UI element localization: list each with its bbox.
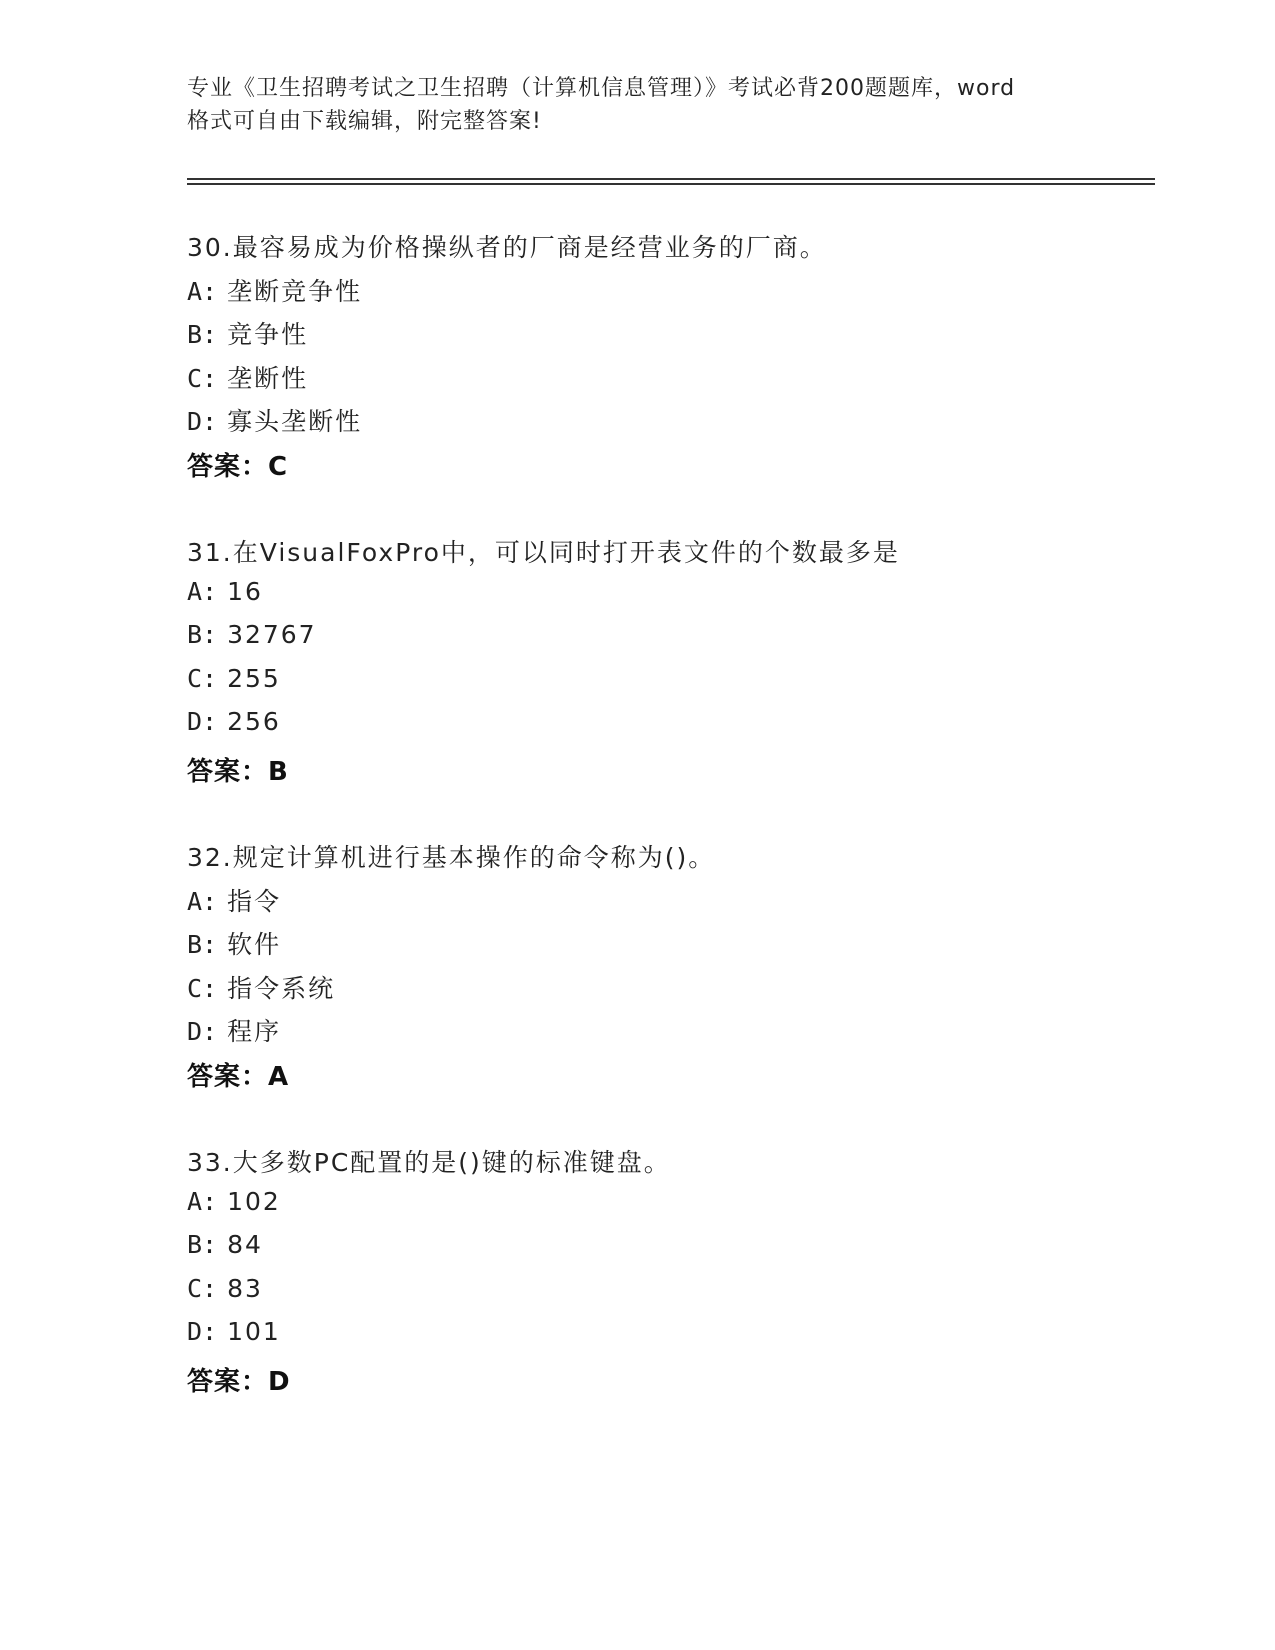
option-c (187, 1274, 263, 1303)
option-b (187, 315, 308, 351)
answer-line (187, 446, 288, 483)
option-text: 指令系统 (227, 974, 336, 1003)
answer-label: 答案： (187, 1367, 269, 1397)
question-text: 规定计算机进行基本操作的命令称为()。 (232, 843, 716, 872)
option-label: D: (187, 1017, 218, 1046)
option-label: D: (187, 1317, 218, 1346)
option-label: B: (187, 1230, 218, 1259)
option-c (187, 969, 335, 1005)
option-text: 256 (227, 707, 281, 736)
option-label: C: (187, 364, 218, 393)
answer-value: C (268, 452, 289, 482)
header-line-1: 专业《卫生招聘考试之卫生招聘（计算机信息管理）》考试必背200题题库，word (187, 76, 1016, 101)
option-text: 32767 (227, 620, 317, 649)
option-a (187, 882, 281, 918)
option-label: A: (187, 277, 218, 306)
answer-line (187, 751, 289, 788)
option-spacer (217, 277, 227, 306)
option-label: D: (187, 407, 218, 436)
option-d (187, 402, 362, 438)
answer-value: A (268, 1062, 290, 1092)
answer-label: 答案： (187, 452, 269, 482)
option-text: 垄断竞争性 (227, 277, 363, 306)
option-spacer (217, 364, 227, 393)
option-label: B: (187, 320, 218, 349)
option-label: C: (187, 974, 218, 1003)
option-spacer (217, 974, 227, 1003)
option-text: 垄断性 (227, 364, 309, 393)
option-spacer (217, 577, 227, 606)
option-label: C: (187, 1274, 218, 1303)
question-text: 最容易成为价格操纵者的厂商是经营业务的厂商。 (232, 233, 827, 262)
header-divider-top (187, 178, 1155, 180)
option-label: D: (187, 707, 218, 736)
option-text: 83 (227, 1274, 263, 1303)
option-label: C: (187, 664, 218, 693)
option-d (187, 707, 281, 736)
option-b (187, 925, 281, 961)
header-line-2: 格式可自由下载编辑，附完整答案! (187, 109, 542, 134)
option-text: 竞争性 (227, 320, 309, 349)
answer-line (187, 1056, 289, 1093)
option-spacer (217, 1017, 227, 1046)
option-spacer (217, 1317, 227, 1346)
question-number: 31. (187, 538, 233, 567)
answer-value: B (268, 757, 289, 787)
option-text: 程序 (227, 1017, 282, 1046)
option-spacer (217, 930, 227, 959)
option-spacer (217, 887, 227, 916)
answer-label: 答案： (187, 1062, 269, 1092)
option-label: A: (187, 887, 218, 916)
option-text: 84 (227, 1230, 263, 1259)
document-header (187, 72, 1107, 138)
option-d (187, 1012, 281, 1048)
question-text: 大多数PC配置的是()键的标准键盘。 (232, 1148, 671, 1177)
option-text: 指令 (227, 887, 282, 916)
option-text: 16 (227, 577, 263, 606)
answer-label: 答案： (187, 757, 269, 787)
option-spacer (217, 1230, 227, 1259)
question-stem (187, 228, 827, 264)
option-text: 寡头垄断性 (227, 407, 363, 436)
option-label: B: (187, 930, 218, 959)
question-text: 在VisualFoxPro中，可以同时打开表文件的个数最多是 (232, 538, 900, 567)
option-label: A: (187, 1187, 218, 1216)
question-number: 33. (187, 1148, 233, 1177)
option-label: B: (187, 620, 218, 649)
answer-value: D (268, 1367, 291, 1397)
option-a (187, 1187, 281, 1216)
option-spacer (217, 707, 227, 736)
option-text: 255 (227, 664, 281, 693)
option-spacer (217, 320, 227, 349)
option-label: A: (187, 577, 218, 606)
option-spacer (217, 664, 227, 693)
option-c (187, 359, 308, 395)
question-number: 30. (187, 233, 233, 262)
question-stem (187, 533, 900, 569)
header-divider-bottom (187, 183, 1155, 185)
option-b (187, 1230, 263, 1259)
answer-line (187, 1361, 291, 1398)
option-text: 102 (227, 1187, 281, 1216)
option-b (187, 620, 317, 649)
option-spacer (217, 620, 227, 649)
option-spacer (217, 1187, 227, 1216)
question-stem (187, 838, 715, 874)
option-text: 软件 (227, 930, 282, 959)
question-number: 32. (187, 843, 233, 872)
option-a (187, 272, 362, 308)
question-stem (187, 1143, 671, 1179)
option-c (187, 664, 281, 693)
option-a (187, 577, 263, 606)
option-d (187, 1317, 281, 1346)
option-spacer (217, 407, 227, 436)
option-text: 101 (227, 1317, 281, 1346)
option-spacer (217, 1274, 227, 1303)
